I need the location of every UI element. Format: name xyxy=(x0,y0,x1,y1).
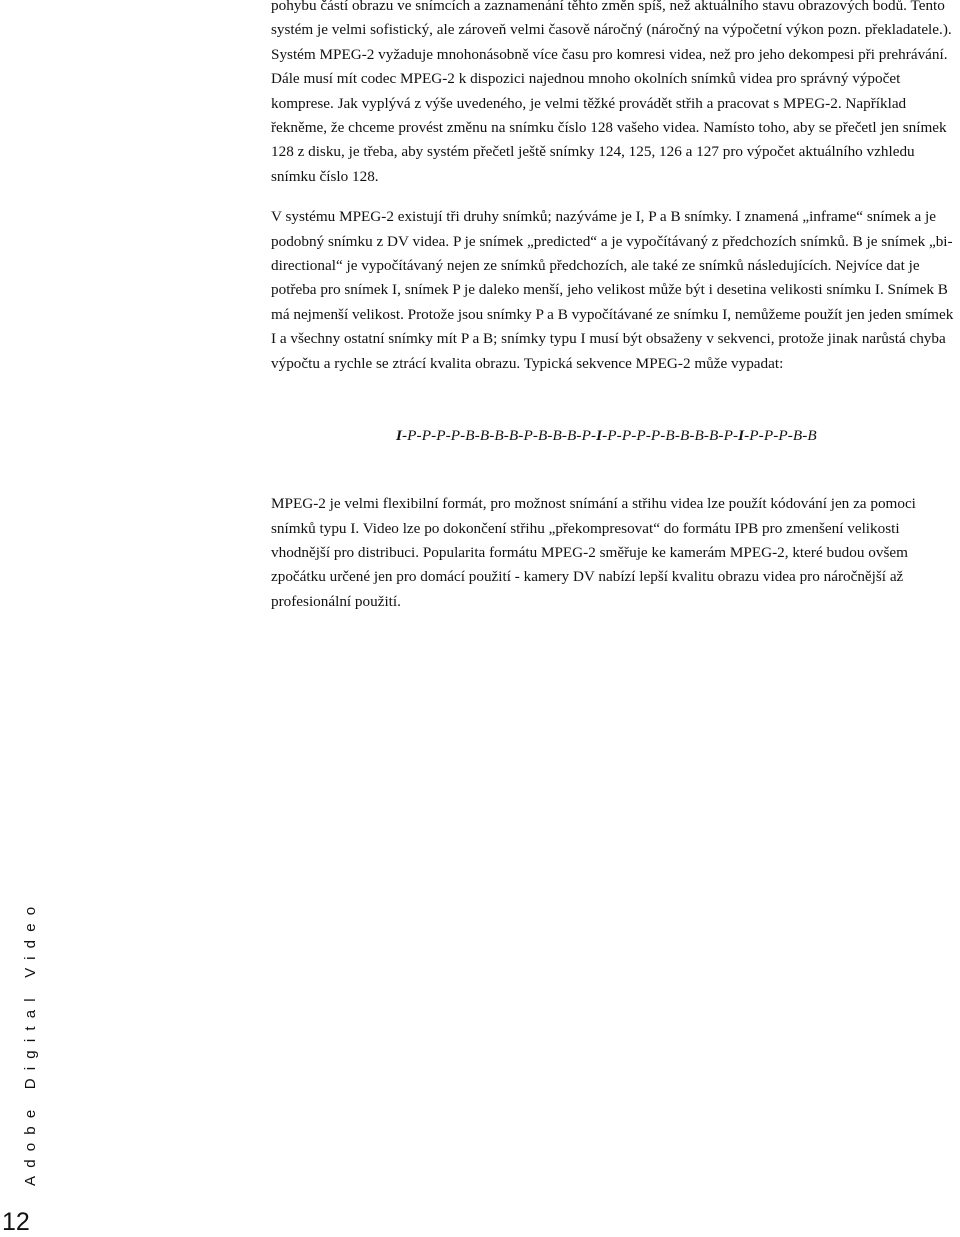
sequence-i-frame: I xyxy=(396,427,403,445)
page-number: 12 xyxy=(2,1208,30,1236)
page-content xyxy=(271,0,960,614)
sequence-i-frame: I xyxy=(738,427,745,445)
sequence-i-frame: I xyxy=(596,427,603,445)
paragraph-frame-types: V systému MPEG-2 existují tři druhy snímků; nazýváme je I, P a B snímky. I znamená „inframe“ snímek a je podobný snímku z DV videa. P je snímek „predicted“ a je vypočítávaný z předchozích snímků. B je snímek „bi-directional“ je vypočítávaný nejen ze snímků předchozích, ale také ze snímků následujících. Nejvíce dat je potřeba pro snímek I, snímek P je daleko menší, jeho velikost může být i desetina velikosti snímku I. Snímek B má nejmenší velikost. Protože jsou snímky P a B vypočítávané ze snímku I, nemůžeme použít jen jeden smímek I a všechny ostatní snímky mít P a B; snímky typu I musí být obsaženy v sekvenci, protože jinak narůstá chyba výpočtu a rychle se ztrácí kvalita obrazu. Typická sekvence MPEG-2 může vypadat: xyxy=(271,208,954,372)
paragraph-mpeg2-flexibility: MPEG-2 je velmi flexibilní formát, pro možnost snímání a střihu videa lze použít kódování jen za pomoci snímků typu I. Video lze po dokončení střihu „překompresovat“ do formátu IPB pro zmenšení velikosti vhodnější pro distribuci. Popularita formátu MPEG-2 směřuje ke kamerám MPEG-2, které budou ovšem zpočátku určené jen pro domácí použití - kamery DV nabízí lepší kvalitu obrazu videa pro náročnější až profesionální použití. xyxy=(271,495,916,610)
mpeg2-frame-sequence xyxy=(271,376,960,492)
sequence-segment: -P-P-P-P-B-B-B-B-P-B-B-B-P- xyxy=(402,427,597,445)
sidebar-title: Adobe Digital Video xyxy=(22,898,39,1186)
paragraph-mpeg2-compression: pohybu částí obrazu ve snímcích a zaznamenání těhto změn spíš, než aktuálního stavu obrazových bodů. Tento systém je velmi sofistický, ale zároveň velmi časově náročný (náročný na výpočetní výkon pozn. překladatele.). Systém MPEG-2 vyžaduje mnohonásobně více času pro komresi videa, než pro jeho dekompesi při prehrávání. Dále musí mít codec MPEG-2 k dispozici najednou mnoho okolních snímků videa pro správný výpočet komprese. Jak vyplývá z výše uvedeného, je velmi těžké provádět střih a pracovat s MPEG-2. Například řekněme, že chceme provést změnu na snímku číslo 128 vašeho videa. Namísto toho, aby se přečetl jen snímek 128 z disku, je třeba, aby systém přečetl ještě snímky 124, 125, 126 a 127 pro výpočet aktuálního vzhledu snímku číslo 128. xyxy=(271,0,952,185)
sequence-segment: -P-P-P-P-B-B-B-B-P- xyxy=(602,427,739,445)
sequence-segment: -P-P-P-B-B xyxy=(744,427,817,445)
